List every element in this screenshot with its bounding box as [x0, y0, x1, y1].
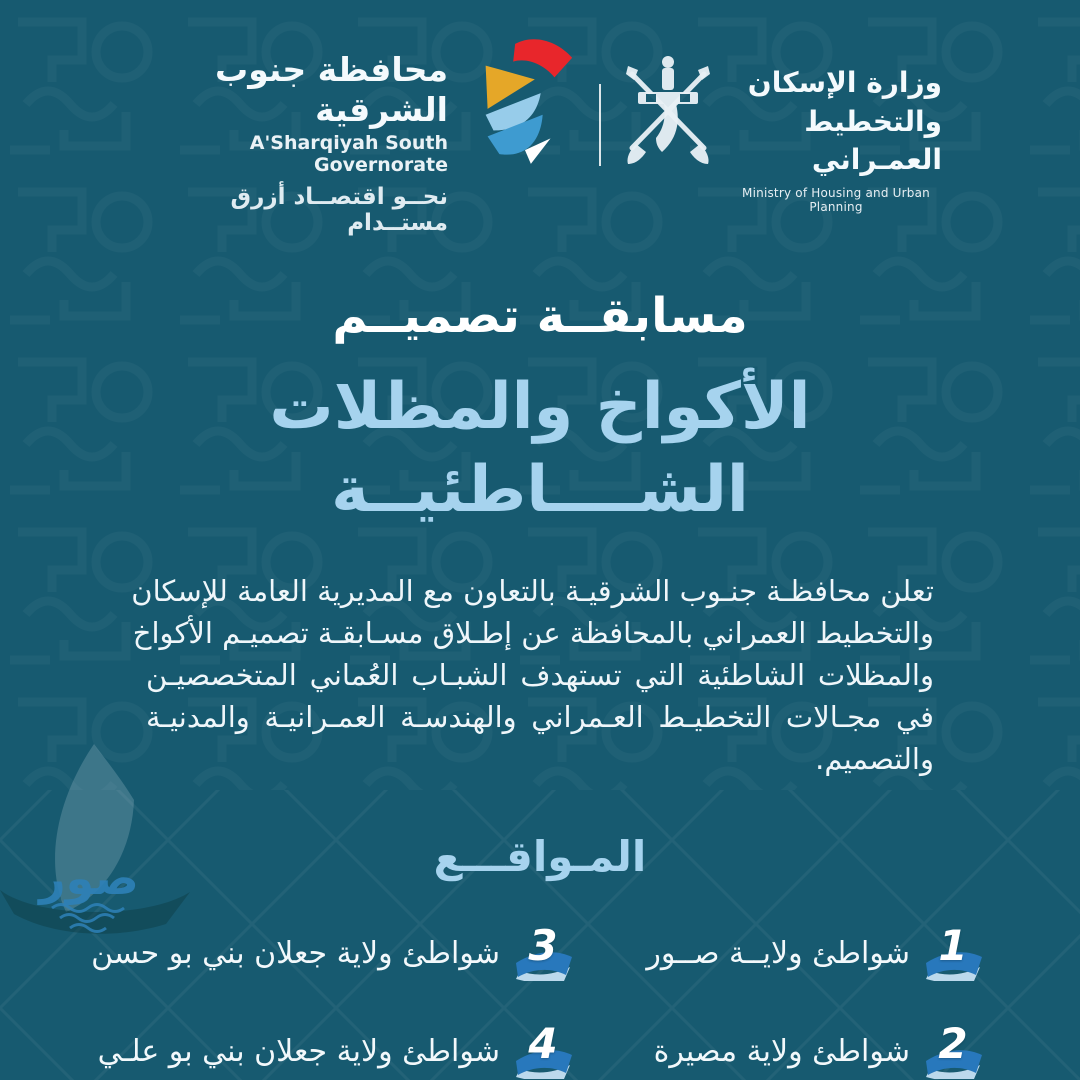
location-number: 2 [938, 1019, 968, 1069]
paragraph-line: والتخطيط العمراني بالمحافظة عن إطـلاق مسـابقـة تصميـم الأكواخ [132, 616, 934, 651]
location-label: شواطئ ولاية جعلان بني بو حسن [91, 935, 500, 971]
location-marker [922, 921, 984, 981]
location-item-1 [592, 921, 984, 981]
locations-heading: المـواقـــع [433, 832, 647, 882]
header-divider [599, 84, 601, 166]
competition-title-line2: الأكواخ والمظلات [269, 370, 811, 444]
location-item-4 [96, 1019, 574, 1079]
ministry-name-ar-line2: والتخطيط العمـراني [804, 104, 942, 177]
governorate-name-ar: محافظة جنوب الشرقية [215, 50, 448, 129]
location-number: 3 [528, 921, 558, 971]
governorate-logo [146, 30, 582, 236]
governorate-logo-mark-icon [464, 30, 582, 168]
paragraph-line: والتصميم. [815, 742, 934, 777]
location-marker [922, 1019, 984, 1079]
paragraph-line: والمظلات الشاطئية التي تستهدف الشبـاب العُماني المتخصصيـن [146, 658, 934, 693]
location-label: شواطئ ولايــة صــور [646, 935, 910, 971]
watermark-text: صور [39, 851, 139, 905]
location-marker [512, 921, 574, 981]
governorate-logo-text [146, 30, 448, 236]
location-label: شواطئ ولاية جعلان بني بو علـي [97, 1033, 500, 1069]
governorate-name-en: A'Sharqiyah South Governorate [249, 132, 448, 177]
governorate-tagline: نحــو اقتصــاد أزرق مستــدام [230, 184, 448, 237]
location-number: 1 [938, 921, 968, 971]
location-label: شواطئ ولاية مصيرة [653, 1033, 910, 1069]
competition-title-line1: مسابقــة تصميــم [332, 288, 748, 344]
location-item-3 [91, 921, 574, 981]
locations-grid [90, 921, 990, 1079]
announcement-paragraph [131, 570, 934, 780]
location-marker [512, 1019, 574, 1079]
competition-title-line3: الشــــاطئيــة [331, 453, 749, 528]
ministry-logo [616, 52, 942, 214]
header [0, 0, 1080, 237]
oman-national-emblem-icon [616, 52, 720, 170]
ministry-logo-text [730, 52, 942, 214]
competition-title-big [0, 366, 1080, 532]
paragraph-line: في مجـالات التخطيـط العـمراني والهندسـة العمـرانيـة والمدنيـة [146, 700, 934, 735]
ministry-name-en: Ministry of Housing and Urban Planning [742, 185, 930, 214]
location-item-2 [592, 1019, 984, 1079]
paragraph-line: تعلن محافظـة جنـوب الشرقيـة بالتعاون مع المديرية العامة للإسكان [131, 574, 934, 609]
location-number: 4 [528, 1019, 558, 1069]
ministry-name-ar-line1: وزارة الإسكان [747, 66, 942, 99]
